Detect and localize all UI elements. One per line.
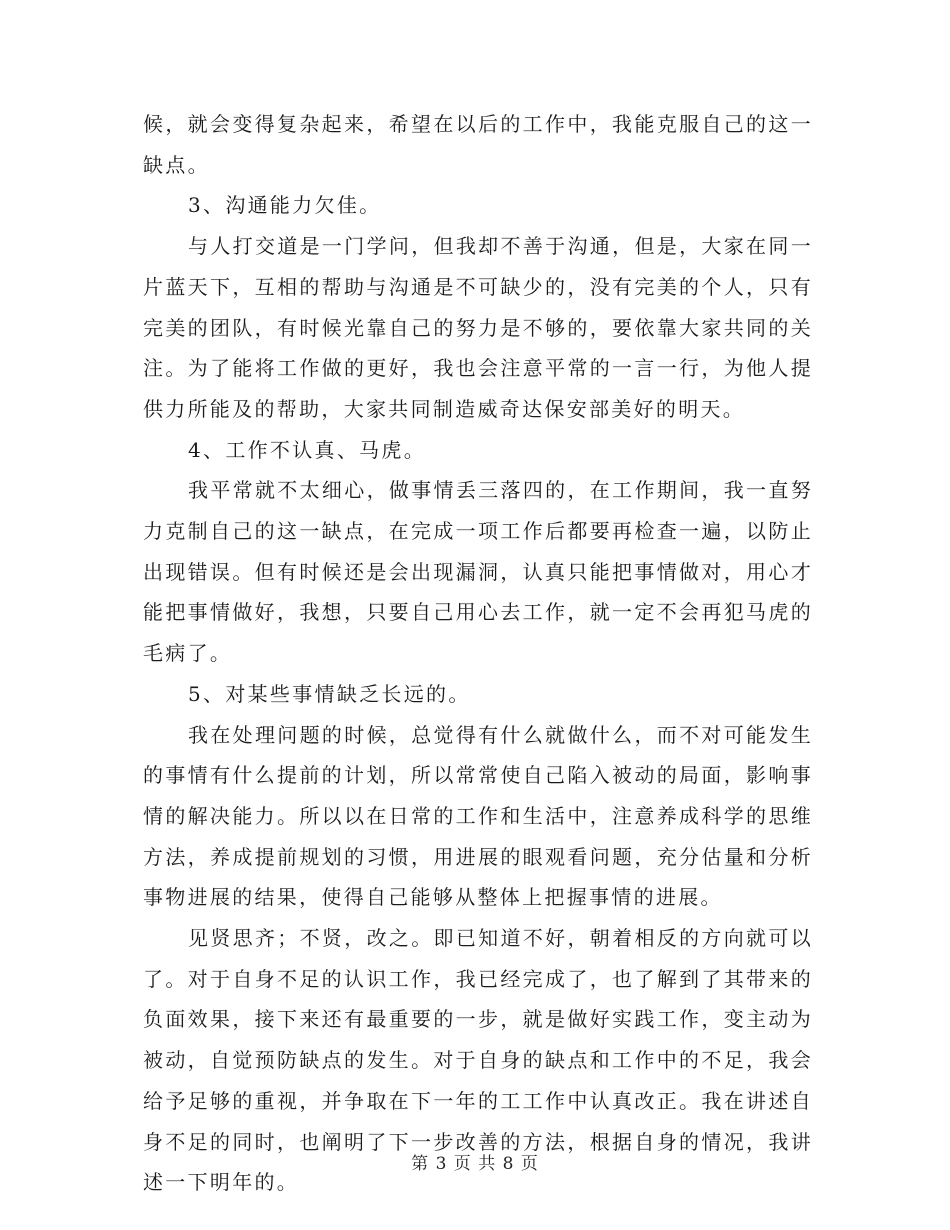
page-number-label: 第 3 页 共 8 页	[411, 1154, 539, 1174]
paragraph-planning: 我在处理问题的时候，总觉得有什么就做什么，而不对可能发生的事情有什么提前的计划，所以常常使自己陷入被动的局面，影响事情的解决能力。所以以在日常的工作和生活中，注意养成科学的思维方法，养成提前规划的习惯，用进展的眼观看问题，充分估量和分析事物进展的结果，使得自己能够从整体上把握事情的进展。	[143, 722, 813, 910]
page-footer	[0, 1152, 950, 1176]
paragraph-carelessness: 我平常就不太细心，做事情丢三落四的，在工作期间，我一直努力克制自己的这一缺点，在完成一项工作后都要再检查一遍，以防止出现错误。但有时候还是会出现漏洞，认真只能把事情做对，用心才能把事情做好，我想，只要自己用心去工作，就一定不会再犯马虎的毛病了。	[143, 478, 813, 666]
heading-point-4: 4、工作不认真、马虎。	[188, 437, 427, 462]
paragraph-communication: 与人打交道是一门学问，但我却不善于沟通，但是，大家在同一片蓝天下，互相的帮助与沟通是不可缺少的，没有完美的个人，只有完美的团队，有时候光靠自己的努力是不够的，要依靠大家共同的关注。为了能将工作做的更好，我也会注意平常的一言一行，为他人提供力所能及的帮助，大家共同制造威奇达保安部美好的明天。	[143, 234, 813, 421]
document-body	[143, 104, 813, 1203]
paragraph-conclusion: 见贤思齐；不贤，改之。即已知道不好，朝着相反的方向就可以了。对于自身不足的认识工作，我已经完成了，也了解到了其带来的负面效果，接下来还有最重要的一步，就是做好实践工作，变主动为被动，自觉预防缺点的发生。对于自身的缺点和工作中的不足，我会给予足够的重视，并争取在下一年的工工作中认真改正。我在讲述自身不足的同时，也阐明了下一步改善的方法，根据自身的情况，我讲述一下明年的。	[143, 926, 813, 1195]
heading-point-5: 5、对某些事情缺乏长远的。	[188, 681, 471, 706]
paragraph-continuation: 候，就会变得复杂起来，希望在以后的工作中，我能克服自己的这一缺点。	[143, 112, 813, 177]
heading-point-3: 3、沟通能力欠佳。	[188, 193, 382, 218]
